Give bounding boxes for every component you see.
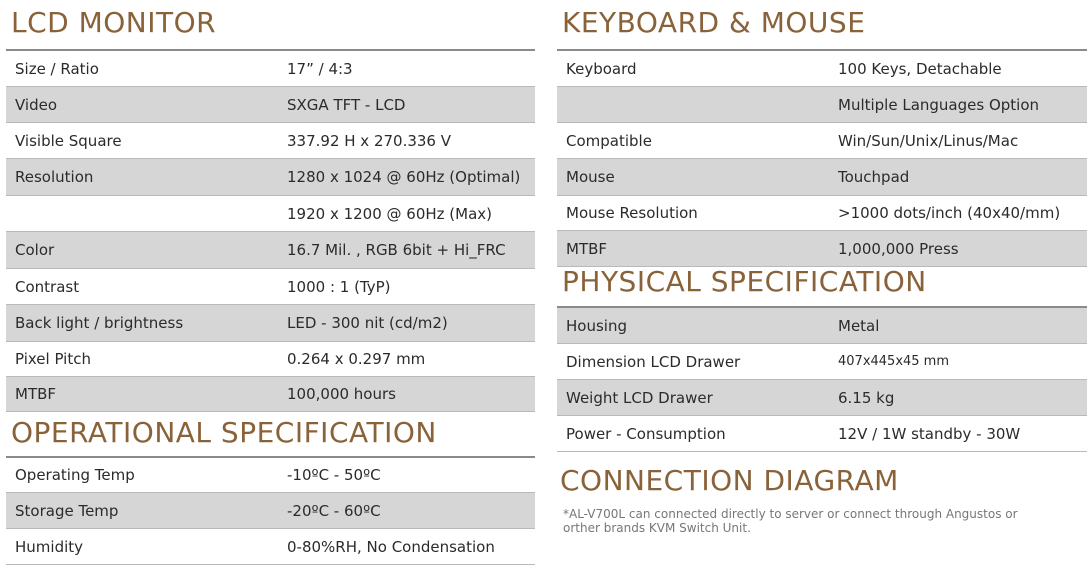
spec-value: 12V / 1W standby - 30W — [838, 424, 1021, 443]
spec-label: Visible Square — [15, 131, 122, 150]
spec-value: 0.264 x 0.297 mm — [287, 350, 426, 368]
spec-row-pixel-pitch — [6, 342, 535, 377]
spec-label: Power - Consumption — [566, 424, 726, 443]
spec-row-resolution-max — [6, 196, 535, 232]
spec-label: Storage Temp — [15, 501, 119, 520]
spec-value: -10ºC - 50ºC — [287, 466, 381, 484]
spec-label: Keyboard — [566, 59, 637, 78]
spec-value: 100 Keys, Detachable — [838, 59, 1002, 78]
lcd-monitor-table — [6, 49, 535, 412]
spec-label: Mouse Resolution — [566, 204, 698, 222]
spec-row-operating-temp — [6, 458, 535, 493]
spec-value: 17” / 4:3 — [287, 59, 353, 78]
spec-value: Multiple Languages Option — [838, 95, 1040, 114]
spec-row-power — [557, 416, 1087, 452]
spec-value: LED - 300 nit (cd/m2) — [287, 314, 448, 332]
keyboard-mouse-heading: KEYBOARD & MOUSE — [562, 6, 866, 39]
spec-label: Contrast — [15, 277, 80, 296]
spec-value: -20ºC - 60ºC — [287, 501, 381, 520]
spec-value: 1920 x 1200 @ 60Hz (Max) — [287, 204, 493, 223]
spec-row-mouse-resolution — [557, 196, 1087, 231]
spec-value: 1,000,000 Press — [838, 239, 959, 258]
operational-specification-heading: OPERATIONAL SPECIFICATION — [11, 416, 437, 449]
spec-row-languages — [557, 87, 1087, 123]
spec-row-visible-square — [6, 123, 535, 159]
spec-row-humidity — [6, 529, 535, 565]
spec-row-storage-temp — [6, 493, 535, 529]
connection-diagram-heading: CONNECTION DIAGRAM — [560, 464, 899, 497]
spec-label: Resolution — [15, 168, 94, 186]
spec-value: 0-80%RH, No Condensation — [287, 537, 495, 556]
spec-value: Touchpad — [838, 168, 910, 186]
spec-label: Size / Ratio — [15, 59, 99, 78]
spec-label: Dimension LCD Drawer — [566, 352, 741, 371]
spec-row-mtbf — [6, 377, 535, 412]
spec-row-resolution — [6, 159, 535, 196]
spec-label: MTBF — [566, 239, 608, 258]
spec-label: Operating Temp — [15, 466, 135, 484]
spec-value: 1000 : 1 (TyP) — [287, 277, 391, 296]
spec-label: Compatible — [566, 131, 652, 150]
spec-label: MTBF — [15, 385, 57, 403]
spec-value: Win/Sun/Unix/Linus/Mac — [838, 131, 1019, 150]
spec-row-keyboard — [557, 51, 1087, 87]
spec-label: Video — [15, 95, 58, 114]
spec-label: Mouse — [566, 168, 615, 186]
spec-row-video — [6, 87, 535, 123]
spec-value: 337.92 H x 270.336 V — [287, 131, 452, 150]
spec-label: Weight LCD Drawer — [566, 388, 713, 407]
spec-value: 1280 x 1024 @ 60Hz (Optimal) — [287, 168, 521, 186]
spec-value: Metal — [838, 316, 880, 335]
spec-value: >1000 dots/inch (40x40/mm) — [838, 204, 1061, 222]
physical-specification-table — [557, 306, 1087, 452]
keyboard-mouse-table — [557, 49, 1087, 267]
spec-value: 407x445x45 mm — [838, 354, 950, 369]
spec-row-size-ratio — [6, 51, 535, 87]
physical-specification-heading: PHYSICAL SPECIFICATION — [562, 265, 927, 298]
spec-row-dimension — [557, 344, 1087, 380]
spec-value: 100,000 hours — [287, 385, 396, 403]
lcd-monitor-heading: LCD MONITOR — [11, 6, 217, 39]
connection-note-line2: orther brands KVM Switch Unit. — [563, 521, 751, 535]
spec-label: Humidity — [15, 537, 84, 556]
operational-specification-table — [6, 456, 535, 565]
connection-note-line1: *AL-V700L can connected directly to server or connect through Angustos or — [563, 507, 1018, 521]
spec-row-backlight — [6, 305, 535, 342]
spec-value: 16.7 Mil. , RGB 6bit + Hi_FRC — [287, 241, 506, 259]
spec-label: Housing — [566, 316, 627, 335]
spec-row-compatible — [557, 123, 1087, 159]
spec-label: Back light / brightness — [15, 314, 184, 332]
spec-row-housing — [557, 308, 1087, 344]
spec-row-weight — [557, 380, 1087, 416]
spec-value: 6.15 kg — [838, 388, 895, 407]
spec-label: Color — [15, 241, 55, 259]
spec-value: SXGA TFT - LCD — [287, 95, 406, 114]
connection-note — [563, 507, 1018, 535]
spec-row-keyboard-mtbf — [557, 231, 1087, 267]
spec-label: Pixel Pitch — [15, 350, 91, 368]
spec-row-color — [6, 232, 535, 269]
spec-row-mouse — [557, 159, 1087, 196]
spec-row-contrast — [6, 269, 535, 305]
